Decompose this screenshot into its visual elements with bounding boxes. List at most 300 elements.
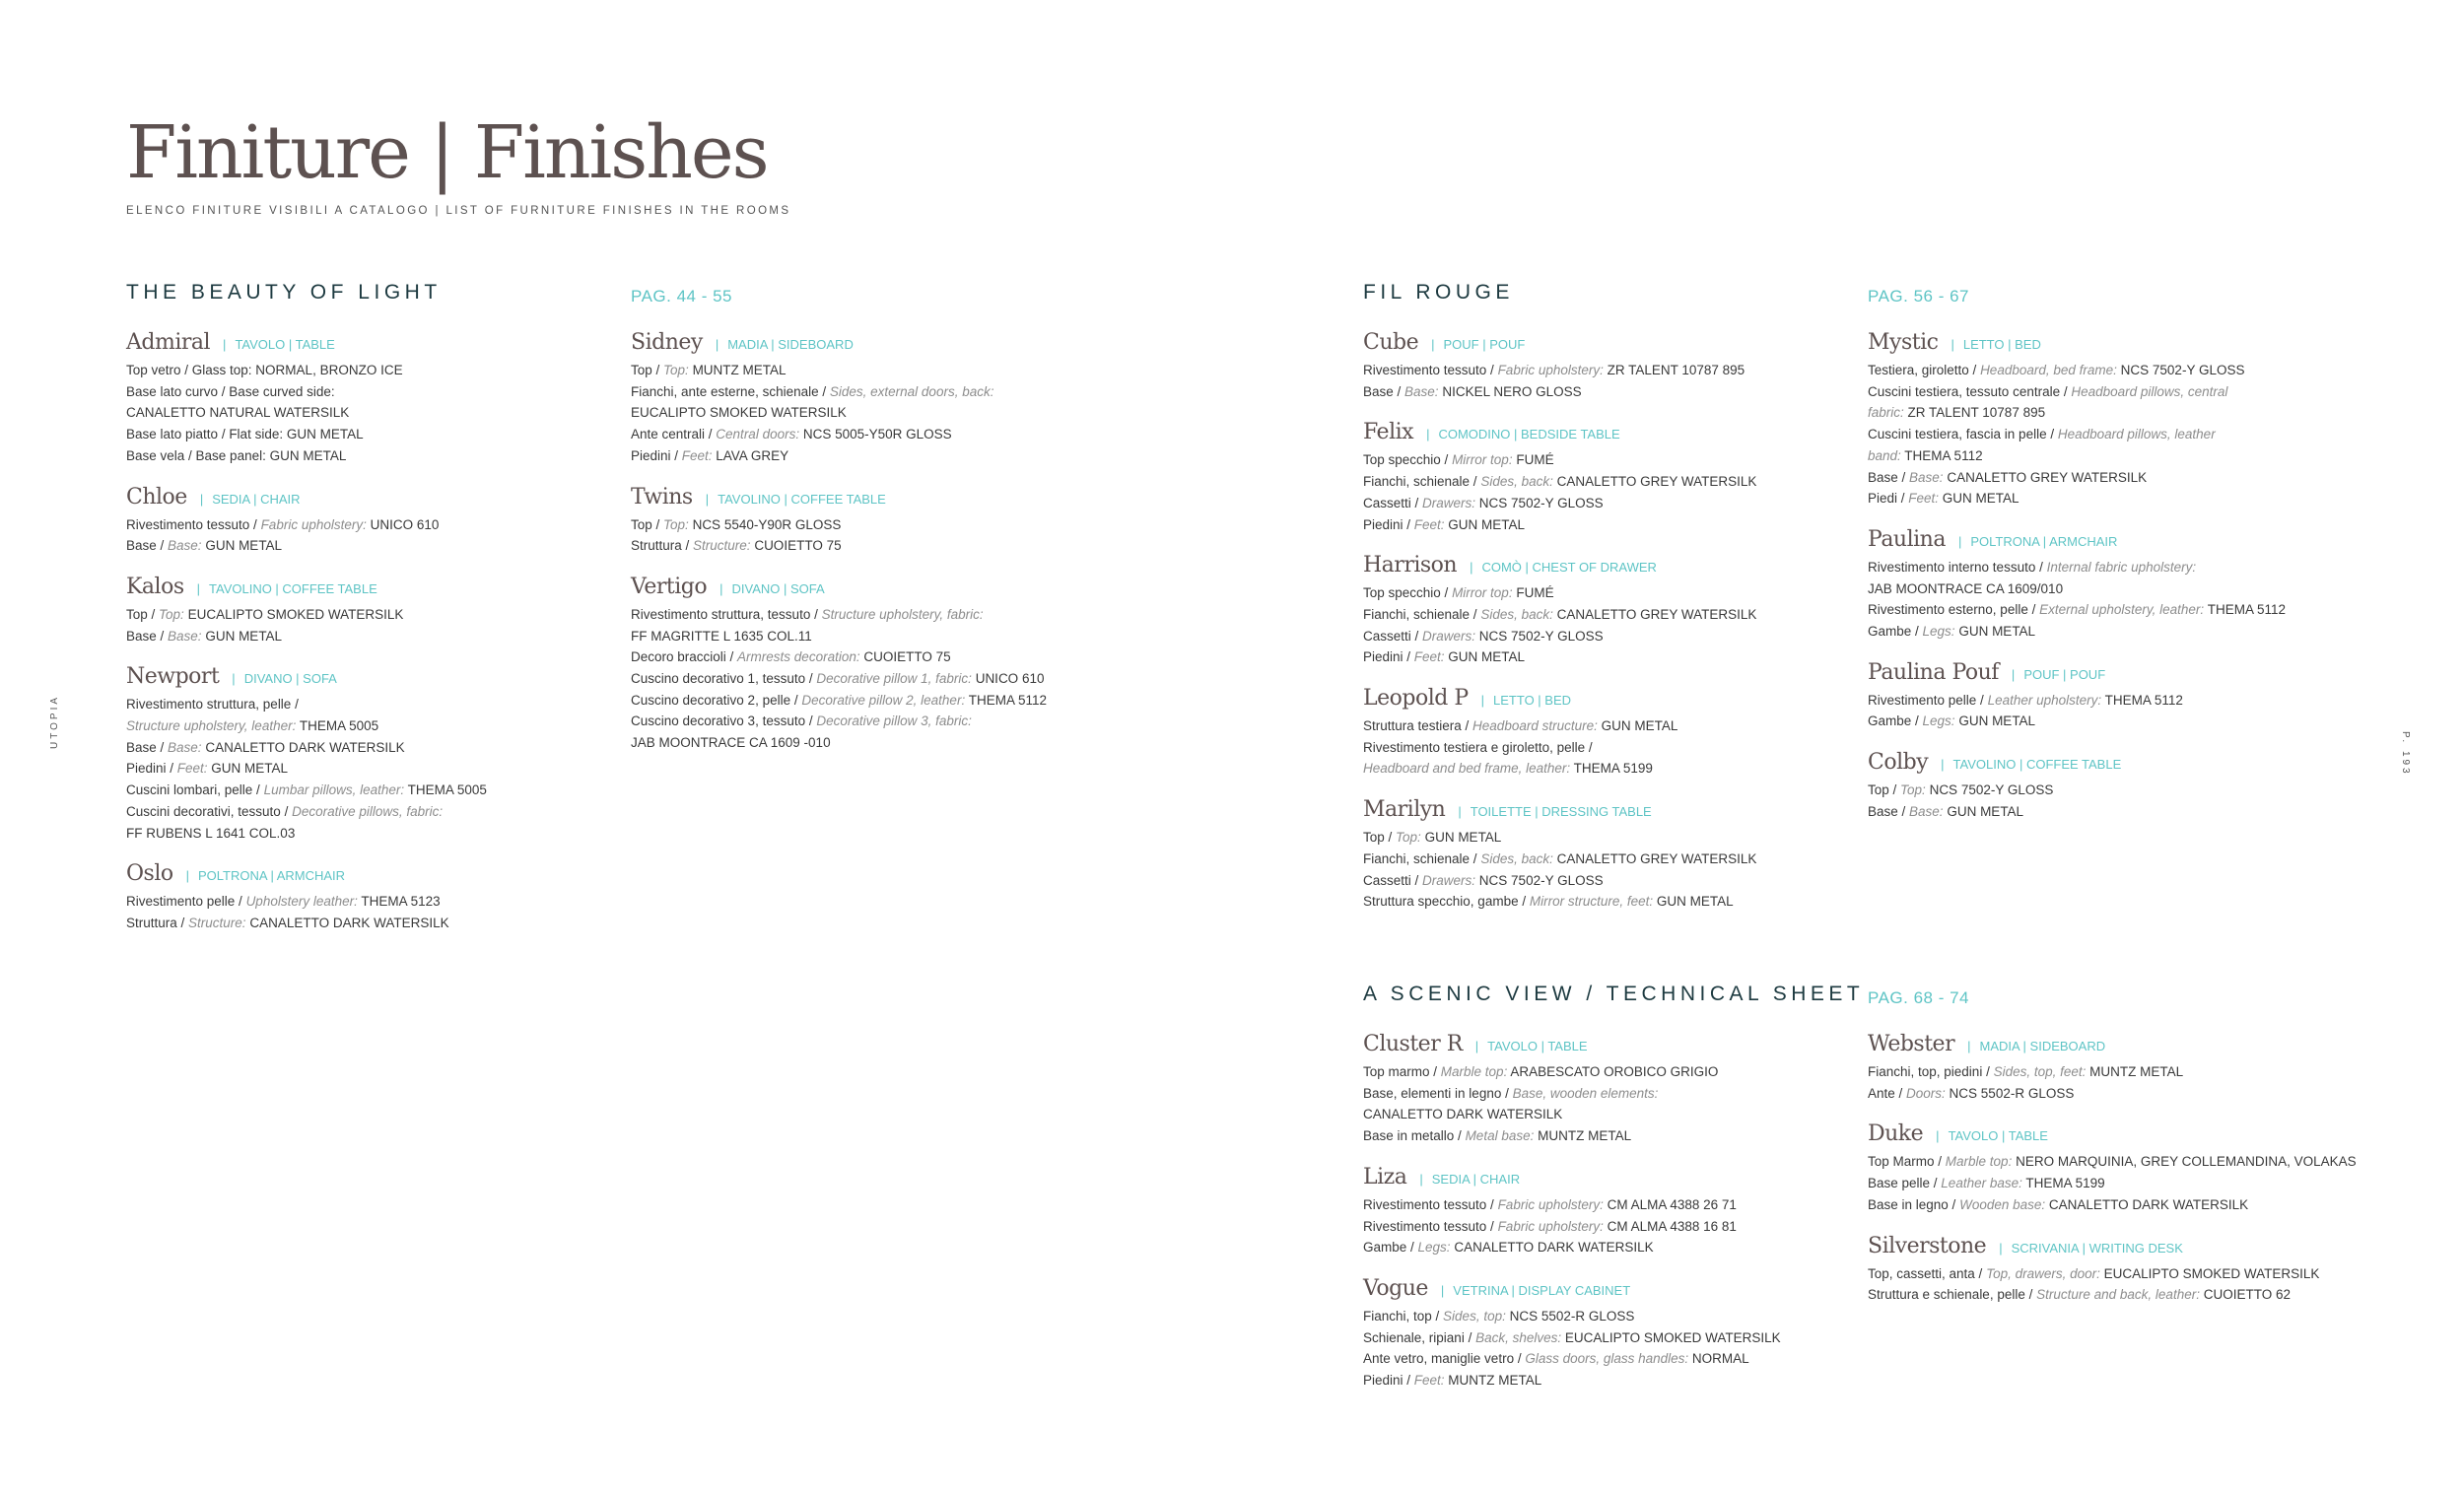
separator: | [1957, 533, 1962, 549]
finish-text: Rivestimento struttura, pelle / [126, 697, 299, 713]
finish-text: Fianchi, schienale / [1363, 606, 1481, 622]
finish-text: Cassetti / [1363, 872, 1423, 888]
finish-text: CANALETTO DARK WATERSILK [1450, 1240, 1654, 1256]
section-pages: PAG. 68 - 74 [1868, 988, 1970, 1007]
finish-label-en: Metal base: [1465, 1128, 1535, 1144]
finish-text: Rivestimento struttura, tessuto / [631, 606, 822, 622]
product-header [1363, 418, 1856, 449]
finish-label-en: Decorative pillow 2, leather: [801, 692, 966, 708]
separator: | [719, 580, 723, 596]
finish-line [1868, 1061, 2361, 1083]
finish-text: GUN METAL [201, 538, 283, 554]
finish-label-en: Fabric upholstery: [1497, 1196, 1604, 1212]
product-entry [631, 483, 1124, 557]
finish-line [1363, 582, 1856, 604]
finish-text: Struttura specchio, gambe / [1363, 894, 1530, 910]
finishes-column [126, 328, 619, 950]
finish-line [631, 604, 1124, 626]
finish-text: Rivestimento tessuto / [126, 516, 261, 532]
section-pages: PAG. 44 - 55 [631, 287, 733, 306]
finish-text: JAB MOONTRACE CA 1609/010 [1868, 580, 2064, 596]
finish-label-en: Structure upholstery, fabric: [821, 606, 984, 622]
product-name: Cube [1363, 330, 1419, 355]
finish-text: Piedini / [1363, 649, 1414, 665]
finish-label-en: Top: [1900, 782, 1926, 798]
finish-text: Fianchi, top, piedini / [1868, 1064, 1994, 1079]
finish-label-en: External upholstery, leather: [2039, 602, 2205, 618]
finish-text: NCS 7502-Y GLOSS [1925, 782, 2054, 798]
finish-line [126, 758, 619, 780]
product-name: Marilyn [1363, 797, 1446, 823]
section-title: A SCENIC VIEW / TECHNICAL SHEET [1363, 983, 1865, 1005]
separator: | [1458, 804, 1462, 820]
finish-text: Cuscini testiera, fascia in pelle / [1868, 427, 2058, 442]
product-category: DIVANO | SOFA [731, 580, 825, 596]
finish-text: THEMA 5123 [357, 894, 441, 910]
finish-text: CANALETTO GREY WATERSILK [1552, 474, 1757, 490]
finish-label-en: Fabric upholstery: [1497, 1218, 1604, 1234]
finish-text: Cuscino decorativo 2, pelle / [631, 692, 802, 708]
finish-text: Top / [1363, 830, 1397, 846]
finish-line [631, 445, 1124, 467]
product-entry [1363, 795, 1856, 913]
finish-line [1363, 715, 1856, 737]
finish-line [1363, 1083, 1856, 1105]
product-entry [1363, 551, 1856, 668]
finish-text: Top specchio / [1363, 585, 1453, 601]
product-name: Duke [1868, 1121, 1924, 1147]
product-name: Paulina Pouf [1868, 659, 1999, 685]
product-category: VETRINA | DISPLAY CABINET [1453, 1282, 1631, 1298]
product-entry [631, 328, 1124, 467]
finish-line [1363, 1194, 1856, 1216]
finish-label-en: Feet: [681, 447, 713, 463]
product-header [1868, 1120, 2361, 1151]
finish-text: Rivestimento testiera e giroletto, pelle / [1363, 739, 1593, 755]
finish-text: CANALETTO GREY WATERSILK [1943, 469, 2148, 485]
finish-text: NCS 5502-R GLOSS [1945, 1085, 2075, 1101]
finish-line [126, 604, 619, 626]
separator: | [1480, 693, 1485, 709]
finish-label-en: Feet: [1413, 1373, 1445, 1389]
finish-text: Base / [1363, 383, 1405, 399]
finish-label-en: Back, shelves: [1475, 1329, 1562, 1345]
finish-text: Cuscini decorativi, tessuto / [126, 803, 293, 819]
finish-text: Base, elementi in legno / [1363, 1085, 1513, 1101]
finish-label-en: Top: [159, 606, 184, 622]
product-name: Vogue [1363, 1275, 1428, 1301]
product-name: Paulina [1868, 526, 1946, 552]
separator: | [232, 671, 236, 687]
product-name: Harrison [1363, 553, 1458, 578]
finish-text: Cassetti / [1363, 628, 1423, 644]
product-header [631, 573, 1124, 604]
finish-text: THEMA 5199 [2021, 1176, 2105, 1191]
finish-text: Base in legno / [1868, 1196, 1960, 1212]
finish-text: Top marmo / [1363, 1064, 1441, 1079]
finish-text: CUOIETTO 62 [2199, 1287, 2291, 1303]
finish-line [631, 646, 1124, 668]
finish-line [1363, 1104, 1856, 1125]
finish-line [1868, 445, 2361, 467]
finishes-column [1868, 1030, 2361, 1322]
side-label-left: UTOPIA [49, 694, 60, 749]
finish-label-en: Upholstery leather: [245, 894, 358, 910]
separator: | [1431, 337, 1435, 352]
finish-text: Cuscino decorativo 3, tessuto / [631, 713, 817, 729]
finish-line [126, 381, 619, 403]
finish-line [1363, 870, 1856, 892]
finish-text: Fianchi, ante esterne, schienale / [631, 383, 830, 399]
finish-label-en: Base, wooden elements: [1512, 1085, 1659, 1101]
finish-label-en: band: [1868, 447, 1901, 463]
product-category: COMÒ | CHEST OF DRAWER [1481, 560, 1657, 576]
finish-line [1363, 1125, 1856, 1147]
finish-text: CANALETTO GREY WATERSILK [1552, 606, 1757, 622]
finish-label-en: Base: [1909, 469, 1944, 485]
finish-text: NERO MARQUINIA, GREY COLLEMANDINA, VOLAKAS [2012, 1154, 2357, 1170]
finishes-column [1363, 1030, 1856, 1407]
product-entry [631, 573, 1124, 754]
product-name: Chloe [126, 484, 187, 509]
finish-label-en: Headboard pillows, leather [2057, 427, 2216, 442]
separator: | [1951, 337, 1954, 352]
finish-text: Base / [126, 538, 169, 554]
finish-label-en: Sides, external doors, back: [829, 383, 994, 399]
finish-line [126, 694, 619, 715]
finish-text: GUN METAL [1653, 894, 1734, 910]
finish-text: Gambe / [1868, 624, 1923, 640]
product-header [1363, 684, 1856, 715]
finish-label-en: Top: [663, 516, 689, 532]
finish-text: Struttura / [631, 538, 694, 554]
finish-text: Top / [631, 516, 664, 532]
finish-line [1868, 467, 2361, 489]
finish-text: UNICO 610 [971, 671, 1045, 687]
product-category: TAVOLO | TABLE [1487, 1039, 1588, 1053]
finish-text: EUCALIPTO SMOKED WATERSILK [1561, 1329, 1781, 1345]
finish-text: NICKEL NERO GLOSS [1438, 383, 1582, 399]
finish-line [126, 402, 619, 424]
product-header [126, 859, 619, 891]
product-header [126, 328, 619, 360]
finish-text: EUCALIPTO SMOKED WATERSILK [2099, 1265, 2320, 1281]
finish-text: Top / [631, 363, 664, 377]
product-entry [126, 859, 619, 933]
finish-line [1363, 1327, 1856, 1349]
finish-line [126, 780, 619, 801]
product-name: Admiral [126, 330, 211, 355]
finish-line [631, 514, 1124, 536]
separator: | [196, 580, 201, 596]
finish-text: CANALETTO GREY WATERSILK [1552, 850, 1757, 866]
finish-label-en: Structure and back, leather: [2036, 1287, 2200, 1303]
product-name: Silverstone [1868, 1233, 1987, 1258]
finish-text: Cuscini testiera, tessuto centrale / [1868, 383, 2072, 399]
finish-text: UNICO 610 [366, 516, 440, 532]
finish-label-en: Fabric upholstery: [1497, 363, 1604, 377]
finish-line [126, 715, 619, 737]
finish-text: GUN METAL [1444, 516, 1526, 532]
product-category: POLTRONA | ARMCHAIR [1970, 533, 2118, 549]
finish-text: CUOIETTO 75 [750, 538, 842, 554]
finish-line [1868, 780, 2361, 801]
product-category: POUF | POUF [2023, 666, 2106, 682]
finish-line [1868, 424, 2361, 445]
finish-text: Decoro braccioli / [631, 649, 738, 665]
product-header [1363, 795, 1856, 827]
product-category: TAVOLINO | COFFEE TABLE [1952, 757, 2122, 773]
product-entry [1363, 1030, 1856, 1147]
finish-label-en: fabric: [1868, 405, 1904, 421]
separator: | [1419, 1171, 1423, 1187]
finish-text: CANALETTO DARK WATERSILK [2045, 1196, 2249, 1212]
finish-text: THEMA 5112 [2204, 602, 2286, 618]
finish-label-en: Drawers: [1422, 872, 1476, 888]
finish-line [1868, 1194, 2361, 1216]
product-entry [1868, 658, 2361, 732]
finish-label-en: Sides, top, feet: [1993, 1064, 2087, 1079]
finish-line [1363, 646, 1856, 668]
finish-label-en: Base: [1404, 383, 1439, 399]
product-entry [126, 573, 619, 646]
finish-text: CUOIETTO 75 [859, 649, 951, 665]
finish-line [1363, 514, 1856, 536]
finish-text: Base / [126, 739, 169, 755]
finish-text: EUCALIPTO SMOKED WATERSILK [631, 405, 847, 421]
finish-text: NCS 7502-Y GLOSS [1475, 872, 1604, 888]
finish-text: Struttura testiera / [1363, 718, 1473, 734]
finish-line [126, 823, 619, 845]
product-header [1868, 748, 2361, 780]
finish-text: CANALETTO NATURAL WATERSILK [126, 405, 350, 421]
finish-line [126, 737, 619, 759]
product-entry [1868, 1232, 2361, 1306]
finish-text: LAVA GREY [712, 447, 789, 463]
finish-text: GUN METAL [1954, 713, 2036, 729]
product-category: TOILETTE | DRESSING TABLE [1470, 804, 1652, 820]
product-name: Mystic [1868, 330, 1939, 355]
product-category: COMODINO | BEDSIDE TABLE [1438, 427, 1620, 442]
finish-label-en: Base: [168, 538, 202, 554]
finish-label-en: Glass doors, glass handles: [1525, 1351, 1689, 1367]
finish-label-en: Leather upholstery: [1987, 692, 2102, 708]
finish-text: Ante / [1868, 1085, 1907, 1101]
finish-text: Ante vetro, maniglie vetro / [1363, 1351, 1526, 1367]
separator: | [185, 868, 189, 884]
finish-line [1363, 1348, 1856, 1370]
finish-text: Top vetro / Glass top: NORMAL, BRONZO ICE [126, 363, 403, 377]
product-category: TAVOLO | TABLE [1948, 1128, 2048, 1144]
finish-text: Cassetti / [1363, 495, 1423, 510]
finish-line [1868, 801, 2361, 823]
finish-text: FUMÉ [1512, 452, 1554, 468]
page-title: Finiture | Finishes [126, 110, 768, 195]
finish-label-en: Mirror structure, feet: [1529, 894, 1654, 910]
finish-label-en: Headboard, bed frame: [1980, 363, 2117, 377]
product-name: Webster [1868, 1032, 1955, 1056]
finish-label-en: Headboard pillows, central [2071, 383, 2228, 399]
finish-text: MUNTZ METAL [2086, 1064, 2184, 1079]
separator: | [1999, 1240, 2003, 1256]
finish-text: MUNTZ METAL [1444, 1373, 1542, 1389]
finish-text: GUN METAL [1444, 649, 1526, 665]
finish-line [1363, 1370, 1856, 1392]
finish-line [1868, 621, 2361, 643]
finish-line [1363, 604, 1856, 626]
finishes-column [631, 328, 1124, 770]
finish-text: Base pelle / [1868, 1176, 1942, 1191]
finish-label-en: Decorative pillows, fabric: [292, 803, 444, 819]
finish-label-en: Wooden base: [1959, 1196, 2046, 1212]
finish-text: Ante centrali / [631, 427, 717, 442]
finish-text: THEMA 5005 [404, 782, 487, 798]
finish-line [126, 360, 619, 381]
finish-label-en: Base: [168, 739, 202, 755]
separator: | [199, 491, 204, 507]
product-header [631, 483, 1124, 514]
separator: | [705, 491, 710, 507]
finish-text: FF RUBENS L 1641 COL.03 [126, 825, 296, 841]
finish-text: Struttura e schienale, pelle / [1868, 1287, 2037, 1303]
finish-text: CANALETTO DARK WATERSILK [1363, 1107, 1563, 1122]
finish-label-en: Decorative pillow 3, fabric: [816, 713, 972, 729]
product-entry [1868, 1030, 2361, 1104]
finish-text: THEMA 5005 [296, 718, 379, 734]
finish-line [1363, 1237, 1856, 1258]
finish-line [631, 535, 1124, 557]
finish-line [126, 535, 619, 557]
product-entry [1363, 328, 1856, 402]
finish-line [1868, 488, 2361, 509]
finish-label-en: Decorative pillow 1, fabric: [816, 671, 972, 687]
finish-text: NCS 7502-Y GLOSS [2116, 363, 2245, 377]
product-category: POLTRONA | ARMCHAIR [198, 868, 346, 884]
product-entry [1868, 1120, 2361, 1215]
product-name: Twins [631, 484, 693, 509]
product-header [1868, 525, 2361, 557]
finish-line [1868, 557, 2361, 578]
product-header [126, 483, 619, 514]
product-category: SEDIA | CHAIR [1431, 1171, 1521, 1187]
product-entry [126, 483, 619, 557]
finish-text: NCS 7502-Y GLOSS [1475, 495, 1604, 510]
finish-label-en: Feet: [1908, 491, 1940, 507]
finish-line [631, 690, 1124, 712]
section-title: FIL ROUGE [1363, 281, 1514, 304]
finish-label-en: Structure upholstery, leather: [126, 718, 297, 734]
finish-text: NCS 5005-Y50R GLOSS [799, 427, 952, 442]
finishes-column [1363, 328, 1856, 928]
finish-text: Struttura / [126, 915, 189, 930]
product-entry [126, 328, 619, 467]
product-category: LETTO | BED [1962, 337, 2041, 352]
finish-line [1363, 891, 1856, 913]
finish-text: THEMA 5112 [2101, 692, 2183, 708]
finish-line [1868, 360, 2361, 381]
finish-text: Gambe / [1868, 713, 1923, 729]
finish-label-en: Legs: [1922, 624, 1955, 640]
finish-text: ZR TALENT 10787 895 [1903, 405, 2046, 421]
finish-text: Rivestimento interno tessuto / [1868, 559, 2047, 575]
finish-text: GUN METAL [1420, 830, 1502, 846]
finish-label-en: Mirror top: [1452, 452, 1513, 468]
product-name: Felix [1363, 420, 1414, 445]
product-category: MADIA | SIDEBOARD [727, 337, 854, 352]
finish-text: Rivestimento tessuto / [1363, 1196, 1498, 1212]
finish-text: Base vela / Base panel: GUN METAL [126, 447, 347, 463]
finish-label-en: Feet: [176, 761, 208, 777]
finish-text: GUN METAL [1939, 491, 2019, 507]
finish-text: GUN METAL [1597, 718, 1678, 734]
finish-label-en: Sides, back: [1480, 850, 1553, 866]
finish-label-en: Marble top: [1440, 1064, 1508, 1079]
finish-text: NCS 5540-Y90R GLOSS [688, 516, 842, 532]
finish-line [631, 626, 1124, 647]
finish-label-en: Legs: [1922, 713, 1955, 729]
finish-text: GUN METAL [1954, 624, 2036, 640]
finish-text: THEMA 5112 [1900, 447, 1983, 463]
finish-label-en: Feet: [1413, 516, 1445, 532]
finish-line [1363, 1216, 1856, 1238]
side-label-right: P. 193 [2400, 731, 2411, 777]
finish-line [126, 801, 619, 823]
finish-text: Gambe / [1363, 1240, 1418, 1256]
finishes-column [1868, 328, 2361, 839]
finish-text: THEMA 5199 [1570, 761, 1653, 777]
finish-text: Schienale, ripiani / [1363, 1329, 1476, 1345]
separator: | [2011, 666, 2016, 682]
product-category: SEDIA | CHAIR [212, 491, 301, 507]
product-header [1363, 1163, 1856, 1194]
finish-line [631, 381, 1124, 403]
finish-line [1868, 711, 2361, 732]
finish-line [126, 913, 619, 934]
finish-line [1363, 1061, 1856, 1083]
finish-text: Piedini / [631, 447, 682, 463]
finish-text: Piedini / [1363, 1373, 1414, 1389]
finish-text: NCS 5502-R GLOSS [1505, 1308, 1635, 1324]
finish-label-en: Drawers: [1422, 495, 1476, 510]
product-name: Colby [1868, 750, 1929, 776]
finish-line [126, 514, 619, 536]
finish-text: GUN METAL [201, 628, 283, 644]
finish-label-en: Leather base: [1941, 1176, 2022, 1191]
finish-text: Rivestimento esterno, pelle / [1868, 602, 2040, 618]
product-header [1868, 1030, 2361, 1061]
finish-line [631, 732, 1124, 754]
finish-text: FUMÉ [1512, 585, 1554, 601]
finish-label-en: Headboard structure: [1472, 718, 1598, 734]
product-entry [126, 662, 619, 844]
finish-line [1363, 626, 1856, 647]
finish-line [1363, 737, 1856, 759]
finish-line [126, 626, 619, 647]
finish-text: NCS 7502-Y GLOSS [1475, 628, 1604, 644]
finish-text: Piedini / [1363, 516, 1414, 532]
product-name: Kalos [126, 574, 184, 599]
finish-text: Testiera, giroletto / [1868, 363, 1981, 377]
finish-line [1868, 1173, 2361, 1194]
product-entry [1363, 1163, 1856, 1258]
product-category: LETTO | BED [1493, 693, 1572, 709]
finish-text: THEMA 5112 [965, 692, 1047, 708]
finish-text: Rivestimento pelle / [1868, 692, 1988, 708]
finish-label-en: Feet: [1413, 649, 1445, 665]
product-header [1363, 1030, 1856, 1061]
finish-text: Base / [126, 628, 169, 644]
separator: | [1936, 1128, 1940, 1144]
